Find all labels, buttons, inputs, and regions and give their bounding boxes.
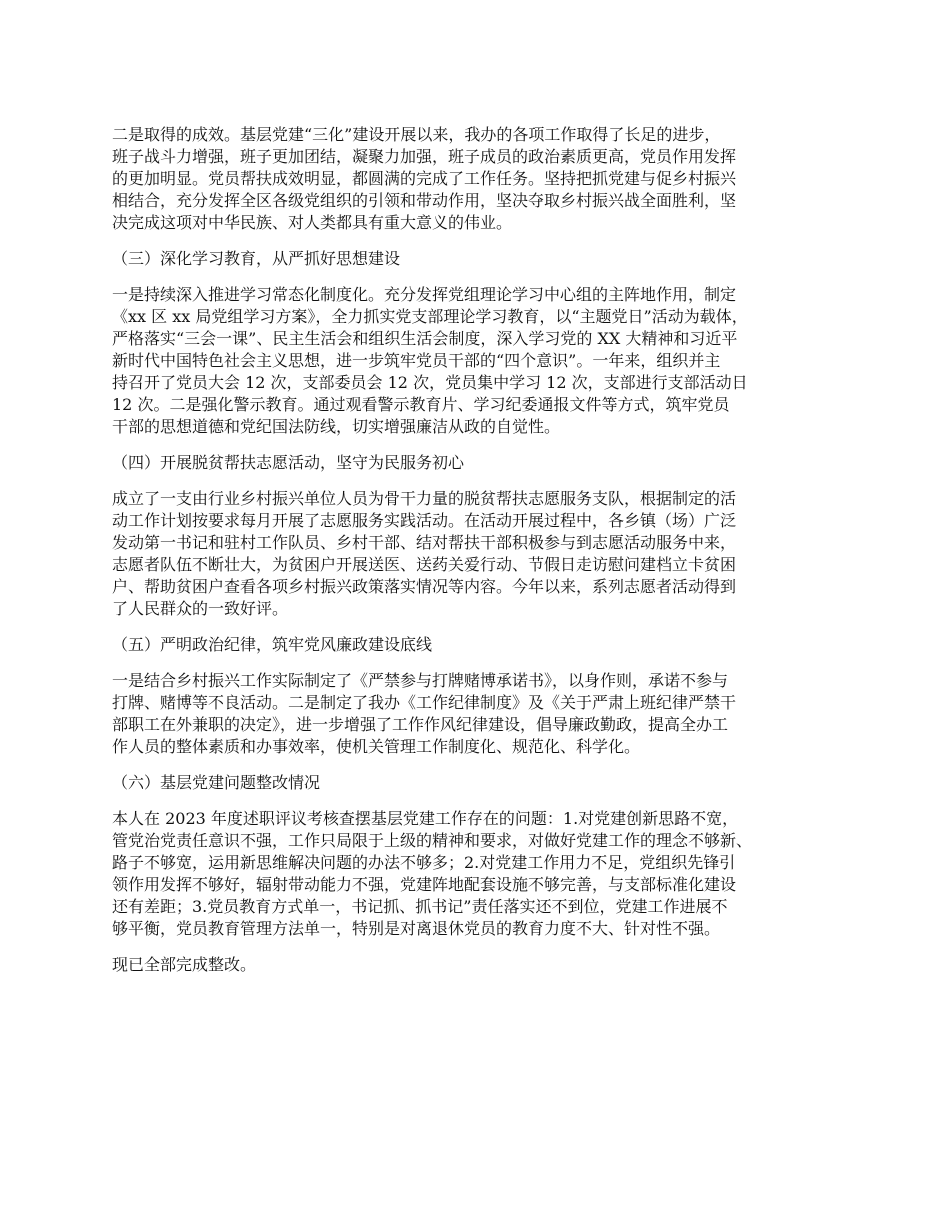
paragraph-study-education: 一是持续深入推进学习常态化制度化。充分发挥党组理论学习中心组的主阵地作用，制定 《xx 区 xx 局党组学习方案》，全力抓实党支部理论学习教育，以“主题党日”活动为载体， 严格落实“三会一课”、民主生活会和组织生活会制度，深入学习党的 XX 大精神和习近平 新时代中国特色社会主义思想，进一步筑牢党员干部的“四个意识”。一年来，组织并主 持召开了党员大会 12 次，支部委员会 12 次，党员集中学习 12 次，支部进行支部活动日 12 次。二是强化警示教育。通过观看警示教育片、学习纪委通报文件等方式，筑牢党员 干部的思想道德和党纪国法防线，切实增强廉洁从政的自觉性。	[112, 285, 748, 436]
section-heading-3: （三）深化学习教育，从严抓好思想建设	[112, 249, 401, 268]
paragraph-volunteer-activities: 成立了一支由行业乡村振兴单位人员为骨干力量的脱贫帮扶志愿服务支队，根据制定的活 动工作计划按要求每月开展了志愿服务实践活动。在活动开展过程中，各乡镇（场）广泛 发动第一书记和驻村工作队员、乡村干部、结对帮扶干部积极参与到志愿活动服务中来， 志愿者队伍不断壮大，为贫困户开展送医、送药关爱行动、节假日走访慰问建档立卡贫困 户、帮助贫困户查看各项乡村振兴政策落实情况等内容。今年以来，系列志愿者活动得到 了人民群众的一致好评。	[112, 489, 737, 618]
paragraph-achievements: 二是取得的成效。基层党建“三化”建设开展以来，我办的各项工作取得了长足的进步， 班子战斗力增强，班子更加团结，凝聚力加强，班子成员的政治素质更高，党员作用发挥 的更加明显。党员帮扶成效明显，都圆满的完成了工作任务。坚持把抓党建与促乡村振兴 相结合，充分发挥全区各级党组织的引领和带动作用，坚决夺取乡村振兴战全面胜利，坚 决完成这项对中华民族、对人类都具有重大意义的伟业。	[112, 125, 737, 232]
paragraph-discipline: 一是结合乡村振兴工作实际制定了《严禁参与打牌赌博承诺书》，以身作则，承诺不参与 打牌、赌博等不良活动。二是制定了我办《工作纪律制度》及《关于严肃上班纪律严禁干 部职工在外兼职的决定》，进一步增强了工作作风纪律建设，倡导廉政勤政，提高全办工 作人员的整体素质和办事效率，使机关管理工作制度化、规范化、科学化。	[112, 671, 737, 756]
section-heading-6: （六）基层党建问题整改情况	[112, 773, 321, 792]
document-body	[112, 124, 850, 990]
paragraph-completion-statement: 现已全部完成整改。	[112, 955, 257, 974]
section-heading-4: （四）开展脱贫帮扶志愿活动，坚守为民服务初心	[112, 453, 465, 472]
section-heading-5: （五）严明政治纪律，筑牢党风廉政建设底线	[112, 635, 433, 654]
paragraph-rectification-issues: 本人在 2023 年度述职评议考核查摆基层党建工作存在的问题：1.对党建创新思路不宽， 管党治党责任意识不强，工作只局限于上级的精神和要求，对做好党建工作的理念不够新、 路子不够宽，运用新思维解决问题的办法不够多；2.对党建工作用力不足，党组织先锋引 领作用发挥不够好，辐射带动能力不强，党建阵地配套设施不够完善，与支部标准化建设 还有差距；3.党员教育方式单一，书记抓、抓书记”责任落实还不到位，党建工作进展不 够平衡，党员教育管理方法单一，特别是对离退休党员的教育力度不大、针对性不强。	[112, 809, 753, 938]
